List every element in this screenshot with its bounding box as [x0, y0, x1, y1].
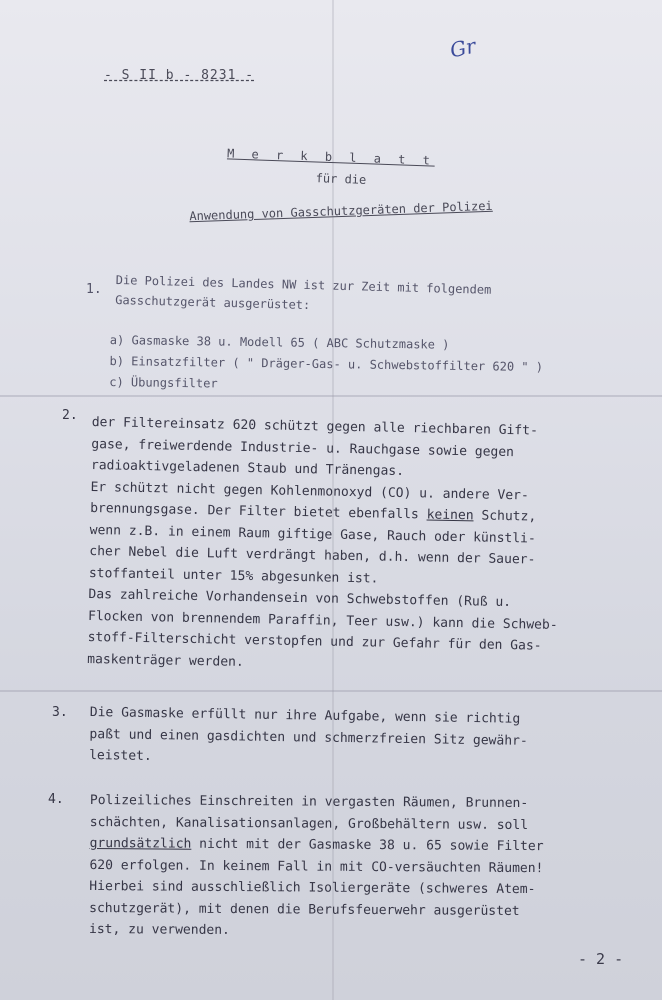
text-line: Die Gasmaske erfüllt nur ihre Aufgabe, wenn sie richtig	[89, 704, 521, 727]
text-line: der Filtereinsatz 620 schützt gegen alle riechbaren Gift-	[91, 414, 538, 439]
emphasized-word: grundsätzlich	[89, 835, 192, 852]
text-segment: brennungsgase. Der Filter bietet ebenfalls	[90, 500, 419, 523]
section-number: 4.	[48, 792, 64, 807]
document-subject: Anwendung von Gasschutzgeräten der Polizei	[189, 198, 493, 224]
text-line: Hierbei sind ausschließlich Isoliergeräte (schweres Atem-	[89, 878, 536, 898]
text-line: schutzgerät), mit denen die Berufsfeuerwehr ausgerüstet	[89, 900, 520, 919]
text-line: schächten, Kanalisationsanlagen, Großbehältern usw. soll	[89, 814, 529, 833]
section-1-intro	[115, 270, 492, 320]
list-item: b) Einsatzfilter ( " Dräger-Gas- u. Schwebstoffilter 620 " )	[109, 353, 544, 375]
text-line: paßt und einen gasdichten und schmerzfreien Sitz gewähr-	[89, 726, 528, 749]
text-line: stoff-Filterschicht verstopfen und zur Gefahr für den Gas-	[87, 629, 542, 654]
list-item: c) Übungsfilter	[109, 374, 218, 391]
text-line: Flocken von brennendem Paraffin, Teer usw.) kann die Schweb-	[87, 608, 558, 633]
text-line-with-emphasis	[90, 833, 544, 858]
text-line: 620 erfolgen. In keinem Fall in mit CO-versäuchten Räumen!	[89, 857, 544, 876]
text-segment: Schutz,	[473, 508, 537, 525]
text-segment: nicht mit der Gasmaske 38 u. 65 sowie Filter	[191, 836, 544, 855]
section-number: 3.	[52, 705, 68, 720]
text-line: Polizeiliches Einschreiten in vergasten Räumen, Brunnen-	[89, 792, 529, 812]
section-4-text	[89, 790, 544, 944]
emphasized-word: keinen	[426, 507, 474, 524]
section-3-text	[89, 702, 528, 773]
page-number: - 2 -	[578, 950, 624, 968]
handwritten-note: Gr	[447, 33, 478, 63]
text-line: Die Polizei des Landes NW ist zur Zeit mit folgendem	[115, 272, 492, 297]
section-number: 2.	[62, 408, 78, 423]
text-line: stoffanteil unter 15% abgesunken ist.	[88, 565, 379, 587]
text-line: Gasschutzgerät ausgerüstet:	[115, 292, 311, 313]
text-line: Das zahlreiche Vorhandensein von Schwebstoffen (Ruß u.	[88, 586, 512, 611]
text-line: gase, freiwerdende Industrie- u. Rauchgase sowie gegen	[91, 436, 515, 460]
text-line: ist, zu verwenden.	[88, 921, 230, 938]
list-item: a) Gasmaske 38 u. Modell 65 ( ABC Schutzmaske )	[109, 332, 450, 352]
section-number: 1.	[86, 282, 102, 297]
text-line: radioaktivgeladenen Staub und Tränengas.	[90, 457, 405, 479]
text-line: wenn z.B. in einem Raum giftige Gase, Rauch oder künstli-	[89, 522, 536, 547]
text-line: cher Nebel die Luft verdrängt haben, d.h. wenn der Sauer-	[89, 543, 536, 568]
reference-number: - S II b - 8231 -	[104, 68, 255, 83]
text-line: Er schützt nicht gegen Kohlenmonoxyd (CO) u. andere Ver-	[90, 479, 529, 503]
document-subtitle: für die	[315, 171, 367, 187]
section-1-items	[109, 330, 543, 399]
paper-fold	[0, 690, 662, 692]
text-line: maskenträger werden.	[87, 651, 244, 670]
section-2-text	[87, 412, 561, 679]
text-line: leistet.	[89, 747, 152, 764]
document-title: M e r k b l a t t	[226, 146, 436, 168]
